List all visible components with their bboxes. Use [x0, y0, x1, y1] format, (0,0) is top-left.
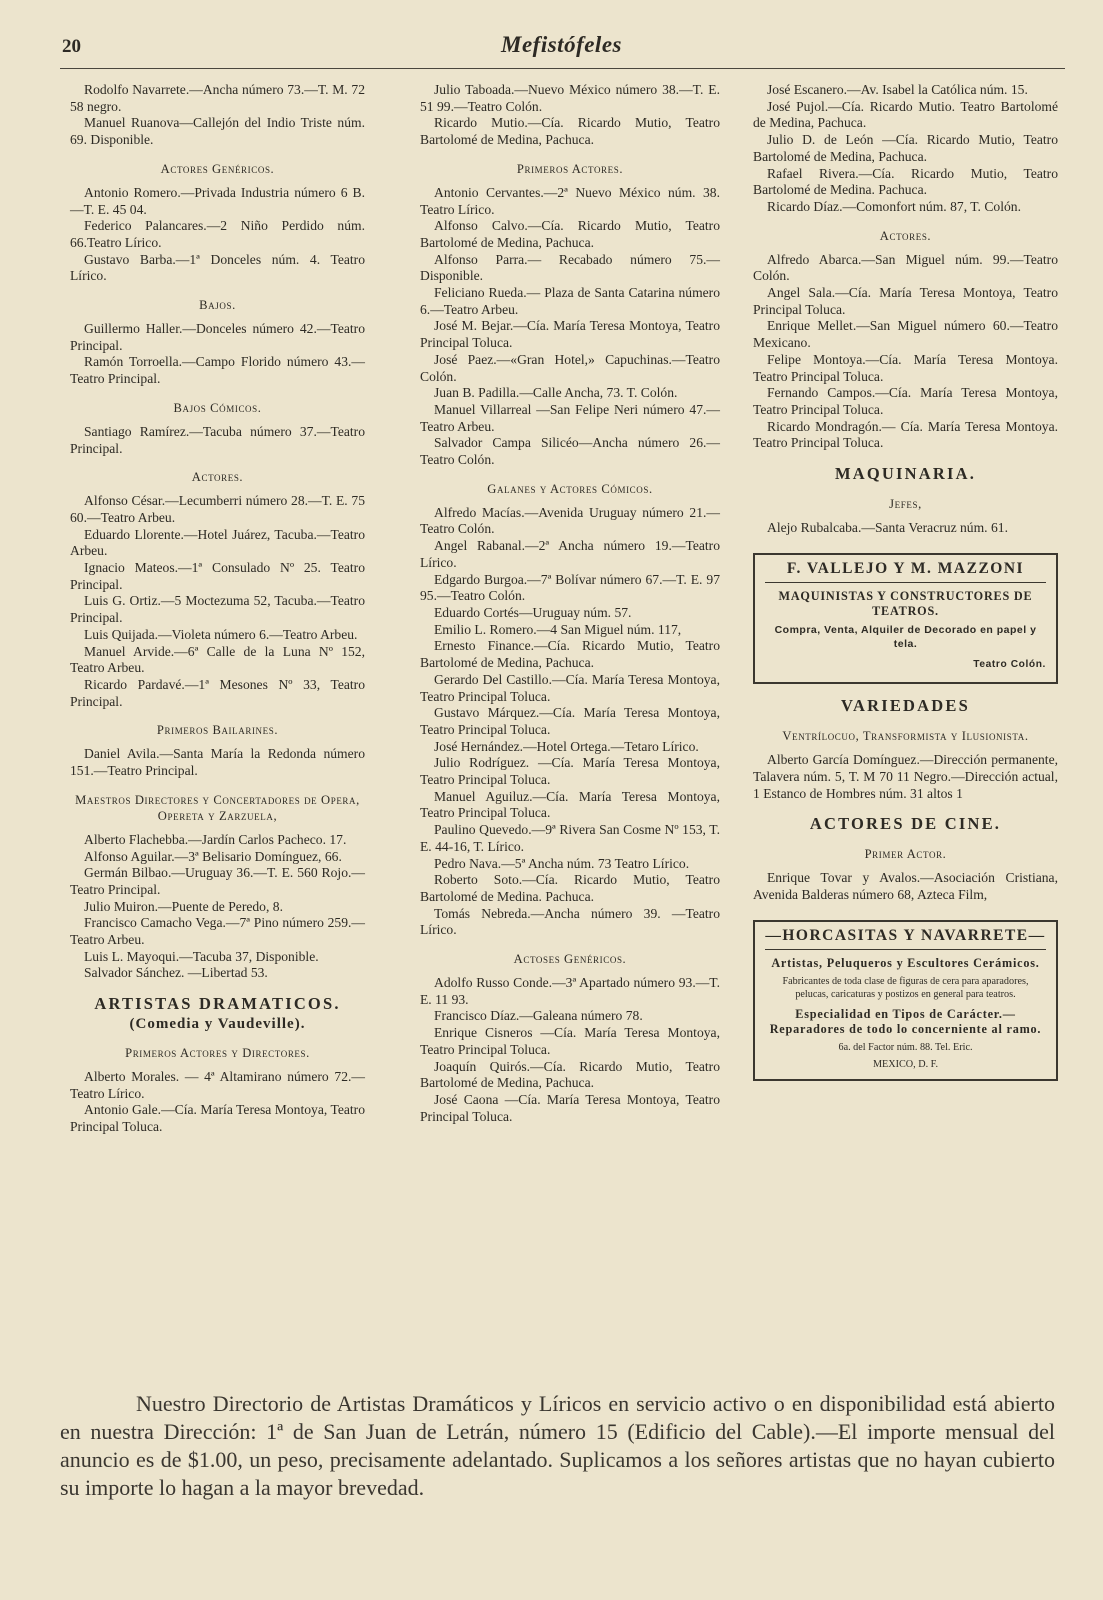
entry: Edgardo Burgoa.—7ª Bolívar número 67.—T. E. 97 95.—Teatro Colón. — [420, 571, 720, 604]
entry: Salvador Sánchez. —Libertad 53. — [84, 965, 268, 981]
entry: Rafael Rivera.—Cía. Ricardo Mutio, Teatro Bartolomé de Medina. Pachuca. — [753, 165, 1058, 198]
section-heading: Actoses Genéricos. — [513, 952, 627, 967]
column-middle — [420, 82, 720, 1125]
entry: Joaquín Quirós.—Cía. Ricardo Mutio, Teatro Bartolomé de Medina, Pachuca. — [420, 1058, 720, 1091]
ad-address: 6a. del Factor núm. 88. Tel. Eric. — [838, 1042, 973, 1054]
entry: Enrique Cisneros —Cía. María Teresa Montoya, Teatro Principal Toluca. — [420, 1025, 720, 1057]
major-heading: ACTORES DE CINE. — [809, 814, 1002, 834]
entry: Ernesto Finance.—Cía. Ricardo Mutio, Teatro Bartolomé de Medina, Pachuca. — [420, 638, 720, 671]
entry: Angel Rabanal.—2ª Ancha número 19.—Teatro Lírico. — [420, 538, 720, 570]
entry: Ignacio Mateos.—1ª Consulado Nº 25. Teatro Principal. — [70, 560, 365, 592]
entry: Alfonso Calvo.—Cía. Ricardo Mutio, Teatro Bartolomé de Medina, Pachuca. — [420, 218, 720, 250]
section-heading: Actores. — [191, 470, 244, 485]
entry: Alfonso César.—Lecumberri número 28.—T. E. 75 60.—Teatro Arbeu. — [70, 493, 365, 525]
entry: Antonio Cervantes.—2ª Nuevo México núm. 38. Teatro Lírico. — [420, 184, 720, 217]
entry: Antonio Gale.—Cía. María Teresa Montoya, Teatro Principal Toluca. — [70, 1102, 365, 1134]
section-heading: Primer Actor. — [864, 847, 947, 862]
section-heading: Jefes, — [889, 497, 922, 512]
ad-specialty: Especialidad en Tipos de Carácter.—Reparadores de todo lo concerniente al ramo. — [769, 1007, 1042, 1037]
entry: José Paez.—«Gran Hotel,» Capuchinas.—Teatro Colón. — [420, 351, 720, 384]
entry: Germán Bilbao.—Uruguay 36.—T. E. 560 Rojo.—Teatro Principal. — [70, 865, 365, 897]
ad-text: Compra, Venta, Alquiler de Decorado en papel y tela. — [774, 624, 1037, 651]
ad-subtitle: MAQUINISTAS Y CONSTRUCTORES DE TEATROS. — [778, 589, 1033, 619]
entry: Roberto Soto.—Cía. Ricardo Mutio, Teatro Bartolomé de Medina. Pachuca. — [420, 872, 720, 904]
entry: Alberto Morales. — 4ª Altamirano número 72.—Teatro Lírico. — [70, 1068, 365, 1101]
entry: Salvador Campa Silicéo—Ancha número 26.—Teatro Colón. — [420, 435, 720, 468]
entry: Ramón Torroella.—Campo Florido número 43.—Teatro Principal. — [70, 354, 365, 387]
ad-title: F. VALLEJO Y M. MAZZONI — [765, 561, 1046, 584]
entry: Pedro Nava.—5ª Ancha núm. 73 Teatro Lírico. — [434, 855, 690, 871]
entry: Eduardo Llorente.—Hotel Juárez, Tacuba.—Teatro Arbeu. — [70, 526, 365, 559]
entry: Julio Taboada.—Nuevo México número 38.—T. E. 51 99.—Teatro Colón. — [420, 82, 720, 114]
section-heading: Maestros Directores y Concertadores de Opera, Opereta y Zarzuela, — [75, 792, 360, 823]
entry: Felipe Montoya.—Cía. María Teresa Montoya. Teatro Principal Toluca. — [753, 351, 1058, 384]
ad-text: Fabricantes de toda clase de figuras de cera para aparadores, pelucas, caricaturas y postizos en general para teatros. — [782, 976, 1029, 1001]
entry: Manuel Arvide.—6ª Calle de la Luna Nº 152, Teatro Arbeu. — [70, 643, 365, 676]
entry: Alfredo Macías.—Avenida Uruguay número 21.—Teatro Colón. — [420, 504, 720, 537]
entry: Juan B. Padilla.—Calle Ancha, 73. T. Colón. — [434, 385, 678, 401]
entry: Manuel Ruanova—Callejón del Indio Triste núm. 69. Disponible. — [70, 115, 365, 148]
entry: José Pujol.—Cía. Ricardo Mutio. Teatro Bartolomé de Medina, Pachuca. — [753, 98, 1058, 131]
entry: Alfonso Aguilar.—3ª Belisario Domínguez, 66. — [84, 848, 342, 864]
section-heading: Primeros Actores. — [516, 161, 624, 176]
entry: Francisco Camacho Vega.—7ª Pino número 259.—Teatro Arbeu. — [70, 915, 365, 948]
header-rule — [60, 68, 1065, 69]
entry: Antonio Romero.—Privada Industria número 6 B.—T. E. 45 04. — [70, 184, 365, 217]
column-left — [70, 82, 365, 1136]
section-heading: Primeros Bailarines. — [156, 723, 279, 738]
entry: Julio Muiron.—Puente de Peredo, 8. — [84, 898, 283, 914]
entry: Alberto García Domínguez.—Dirección permanente, Talavera núm. 5, T. M 70 11 Negro.—Dirección actual, 1 Estanco de Hombres núm. 31 altos 1 — [753, 752, 1058, 801]
section-heading: Galanes y Actores Cómicos. — [487, 481, 653, 496]
entry: Luis G. Ortiz.—5 Moctezuma 52, Tacuba.—Teatro Principal. — [70, 593, 365, 626]
entry: Rodolfo Navarrete.—Ancha número 73.—T. M. 72 58 negro. — [70, 82, 365, 114]
ad-subtitle: Artistas, Peluqueros y Escultores Cerámicos. — [771, 956, 1040, 971]
entry: Enrique Tovar y Avalos.—Asociación Cristiana, Avenida Balderas número 68, Azteca Film, — [753, 870, 1058, 902]
entry: José M. Bejar.—Cía. María Teresa Montoya, Teatro Principal Toluca. — [420, 318, 720, 351]
advertisement-horcasitas-navarrete — [753, 920, 1058, 1082]
major-heading: MAQUINARIA. — [834, 464, 977, 484]
entry: Julio D. de León —Cía. Ricardo Mutio, Teatro Bartolomé de Medina, Pachuca. — [753, 132, 1058, 164]
entry: Luis L. Mayoqui.—Tacuba 37, Disponible. — [84, 948, 319, 964]
section-heading: Ventrílocuo, Transformista y Ilusionista. — [782, 729, 1029, 744]
entry: Tomás Nebreda.—Ancha número 39. —Teatro Lírico. — [420, 905, 720, 938]
advertisement-vallejo-mazzoni — [753, 553, 1058, 684]
entry: José Caona —Cía. María Teresa Montoya, Teatro Principal Toluca. — [420, 1091, 720, 1124]
section-heading: Actores Genéricos. — [160, 161, 275, 176]
entry: Feliciano Rueda.— Plaza de Santa Catarina número 6.—Teatro Arbeu. — [420, 285, 720, 317]
ad-city: MEXICO, D. F. — [872, 1059, 939, 1071]
major-subheading: (Comedia y Vaudeville). — [129, 1016, 306, 1033]
entry: Guillermo Haller.—Donceles número 42.—Teatro Principal. — [70, 321, 365, 353]
entry: Fernando Campos.—Cía. María Teresa Montoya, Teatro Principal Toluca. — [753, 385, 1058, 417]
entry: Adolfo Russo Conde.—3ª Apartado número 93.—T. E. 11 93. — [420, 975, 720, 1007]
entry: Alfredo Abarca.—San Miguel núm. 99.—Teatro Colón. — [753, 251, 1058, 284]
entry: Manuel Aguiluz.—Cía. María Teresa Montoya, Teatro Principal Toluca. — [420, 788, 720, 821]
section-heading: Bajos Cómicos. — [173, 400, 262, 415]
entry: Gustavo Barba.—1ª Donceles núm. 4. Teatro Lírico. — [70, 251, 365, 284]
entry: Angel Sala.—Cía. María Teresa Montoya, Teatro Principal Toluca. — [753, 285, 1058, 317]
entry: Santiago Ramírez.—Tacuba número 37.—Teatro Principal. — [70, 423, 365, 456]
entry: Federico Palancares.—2 Niño Perdido núm. 66.Teatro Lírico. — [70, 218, 365, 250]
section-heading: Primeros Actores y Directores. — [125, 1045, 310, 1060]
entry: Ricardo Mutio.—Cía. Ricardo Mutio, Teatro Bartolomé de Medina, Pachuca. — [420, 115, 720, 148]
page-number: 20 — [62, 36, 81, 57]
entry: Gustavo Márquez.—Cía. María Teresa Montoya, Teatro Principal Toluca. — [420, 705, 720, 737]
masthead-title: Mefistófeles — [501, 32, 622, 57]
entry: Ricardo Díaz.—Comonfort núm. 87, T. Colón. — [767, 198, 1021, 214]
entry: Francisco Díaz.—Galeana número 78. — [434, 1008, 643, 1024]
ad-title: —HORCASITAS Y NAVARRETE— — [765, 928, 1046, 951]
entry: Alberto Flachebba.—Jardín Carlos Pacheco. 17. — [84, 831, 347, 847]
page-header — [60, 32, 1063, 66]
ad-footer: Teatro Colón. — [973, 659, 1046, 671]
entry: Ricardo Mondragón.— Cía. María Teresa Montoya. Teatro Principal Toluca. — [753, 418, 1058, 451]
entry: José Escanero.—Av. Isabel la Católica núm. 15. — [767, 82, 1028, 97]
directory-notice: Nuestro Directorio de Artistas Dramáticos y Líricos en servicio activo o en disponibilidad está abierto en nuestra Dirección: 1ª de San Juan de Letrán, número 15 (Edificio del Cable).—El importe mensual del anuncio es de $1.00, un peso, precisamente adelantado. Suplicamos a los señores artistas que no hayan cubierto su importe lo hagan a la mayor brevedad. — [60, 1391, 1055, 1500]
entry: José Hernández.—Hotel Ortega.—Tetaro Lírico. — [434, 738, 699, 754]
entry: Ricardo Pardavé.—1ª Mesones Nº 33, Teatro Principal. — [70, 676, 365, 709]
entry: Alfonso Parra.— Recabado número 75.—Disponible. — [420, 251, 720, 284]
entry: Manuel Villarreal —San Felipe Neri número 47.—Teatro Arbeu. — [420, 401, 720, 434]
section-heading: Bajos. — [199, 298, 236, 313]
entry: Alejo Rubalcaba.—Santa Veracruz núm. 61. — [767, 520, 1008, 536]
column-right — [753, 82, 1058, 1091]
entry: Gerardo Del Castillo.—Cía. María Teresa Montoya, Teatro Principal Toluca. — [420, 671, 720, 704]
entry: Eduardo Cortés—Uruguay núm. 57. — [434, 604, 632, 620]
major-heading: ARTISTAS DRAMATICOS. — [94, 994, 341, 1014]
entry: Julio Rodríguez. —Cía. María Teresa Montoya, Teatro Principal Toluca. — [420, 755, 720, 788]
entry: Enrique Mellet.—San Miguel número 60.—Teatro Mexicano. — [753, 318, 1058, 351]
entry: Luis Quijada.—Violeta número 6.—Teatro Arbeu. — [84, 626, 358, 642]
entry: Daniel Avila.—Santa María la Redonda número 151.—Teatro Principal. — [70, 746, 365, 779]
section-heading: Actores. — [879, 228, 932, 243]
major-heading: VARIEDADES — [841, 696, 970, 716]
entry: Emilio L. Romero.—4 San Miguel núm. 117, — [434, 621, 682, 637]
entry: Paulino Quevedo.—9ª Rivera San Cosme Nº 153, T. E. 44-16, T. Lírico. — [420, 822, 720, 854]
